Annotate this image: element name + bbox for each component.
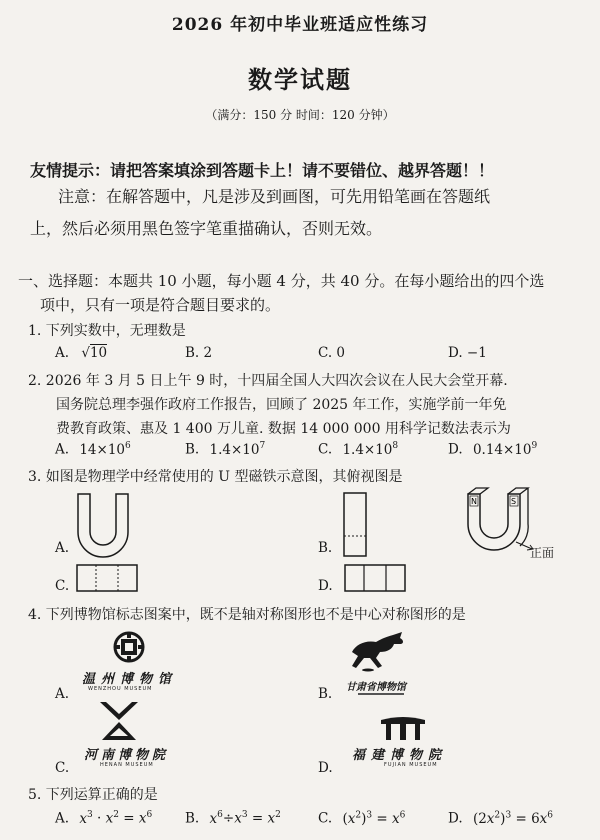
exam-info: （满分：150 分 时间：120 分钟） [205,108,395,122]
q5-option-b-label: B. [185,810,200,827]
q2-option-b-exp: 7 [259,441,266,451]
q2-line-1: 2. 2026 年 3 月 5 日上午 9 时，十四届全国人大四次会议在人民大会堂开幕. [28,373,508,389]
henan-museum-english: HENAN MUSEUM [100,762,154,768]
q2-line-3: 费教育政策、惠及 1 400 万儿童. 数据 14 000 000 用科学记数法表示为 [56,421,511,437]
q4-option-b-label: B. [318,686,333,702]
q3-option-a-label: A. [55,540,70,556]
three-panel-rectangle-figure [344,564,406,592]
q3-stem: 3. 如图是物理学中经常使用的 U 型磁铁示意图，其俯视图是 [28,469,403,485]
q5-option-a: A. $x^3 \cdot x^2 = x^6$ [55,810,153,827]
henan-museum-name: 河南博物院 [84,748,170,763]
q2-line-2: 国务院总理李强作政府工作报告，回顾了 2025 年工作，实施学前一年免 [56,397,507,413]
q1-option-d: D. −1 [448,345,487,361]
q5-option-b: B. $x^6\div x^3 = x^2$ [185,810,281,827]
note-line-2: 上，然后必须用黑色签字笔重描确认，否则无效。 [30,219,383,238]
section-heading-line-1: 一、选择题：本题共 10 小题，每小题 4 分，共 40 分。在每小题给出的四个选 [18,272,545,290]
q2-option-c-label: C. [318,441,333,458]
friendly-tip: 友情提示：请把答案填涂到答题卡上！请不要错位、越界答题！！ [30,161,495,180]
q1-option-b: B. 2 [185,345,213,361]
q5-stem: 5. 下列运算正确的是 [28,787,158,803]
sqrt-symbol: √ [81,345,90,361]
q2-option-d-base: 0.14×10 [472,441,532,458]
q2-option-d [448,441,537,458]
q4-option-d-label: D. [318,760,333,776]
magnet-n-label: N [471,497,477,506]
subject-title: 数学试题 [248,65,352,94]
fujian-museum-roof-icon [380,716,426,742]
wenzhou-museum-emblem-icon [112,630,146,664]
gansu-museum-caption-bar [358,693,404,695]
q2-option-d-label: D. [448,441,463,458]
gansu-museum-name: 甘肃省博物馆 [346,682,406,693]
exam-title: 2026 年初中毕业班适应性练习 [171,15,429,35]
q5-option-a-label: A. [55,810,70,827]
q2-option-d-exp: 9 [531,441,538,451]
q2-option-a-exp: 6 [125,441,131,451]
q2-option-c [318,441,398,458]
q1-option-a [55,345,107,361]
dashed-rectangle-figure [76,564,138,592]
front-view-label: 正面 [530,546,555,560]
q2-option-b [185,441,265,458]
wenzhou-museum-name: 温州博物馆 [82,672,178,687]
q1-option-a-radicand: 10 [89,345,108,361]
q2-option-a [55,441,131,458]
q2-option-c-exp: 8 [392,441,399,451]
q4-option-c-label: C. [55,760,70,776]
q3-option-c-label: C. [55,578,70,594]
u-shape-figure [72,492,134,558]
q5-option-c: C. $(x^2)^3 = x^6$ [318,810,406,827]
q5-option-d-label: D. [448,810,463,827]
q3-option-d-label: D. [318,578,333,594]
galloping-horse-icon [346,628,410,672]
magnet-s-label: S [511,497,517,506]
q2-option-c-base: 1.4×10 [342,441,393,458]
q4-stem: 4. 下列博物馆标志图案中，既不是轴对称图形也不是中心对称图形的是 [28,607,466,623]
section-heading-line-2: 项中，只有一项是符合题目要求的。 [40,296,281,314]
q5-option-d: D. $(2x^2)^3 = 6x^6$ [448,810,554,827]
q3-option-b-label: B. [318,540,333,556]
tall-rectangle-figure [340,492,370,558]
q1-option-a-label: A. [55,345,70,361]
q2-option-b-base: 1.4×10 [209,441,260,458]
note-line-1: 注意：在解答题中，凡是涉及到画图，可先用铅笔画在答题纸 [58,187,491,206]
q2-option-a-label: A. [55,441,70,458]
q1-stem: 1. 下列实数中，无理数是 [28,323,186,339]
henan-museum-emblem-icon [96,700,142,742]
q1-option-c: C. 0 [318,345,346,361]
q5-option-c-label: C. [318,810,333,827]
q2-option-a-base: 14×10 [79,441,126,458]
q4-option-a-label: A. [55,686,70,702]
fujian-museum-english: FUJIAN MUSEUM [384,762,438,768]
wenzhou-museum-english: WENZHOU MUSEUM [88,686,153,692]
fujian-museum-name: 福建博物院 [352,748,448,763]
q2-option-b-label: B. [185,441,200,458]
